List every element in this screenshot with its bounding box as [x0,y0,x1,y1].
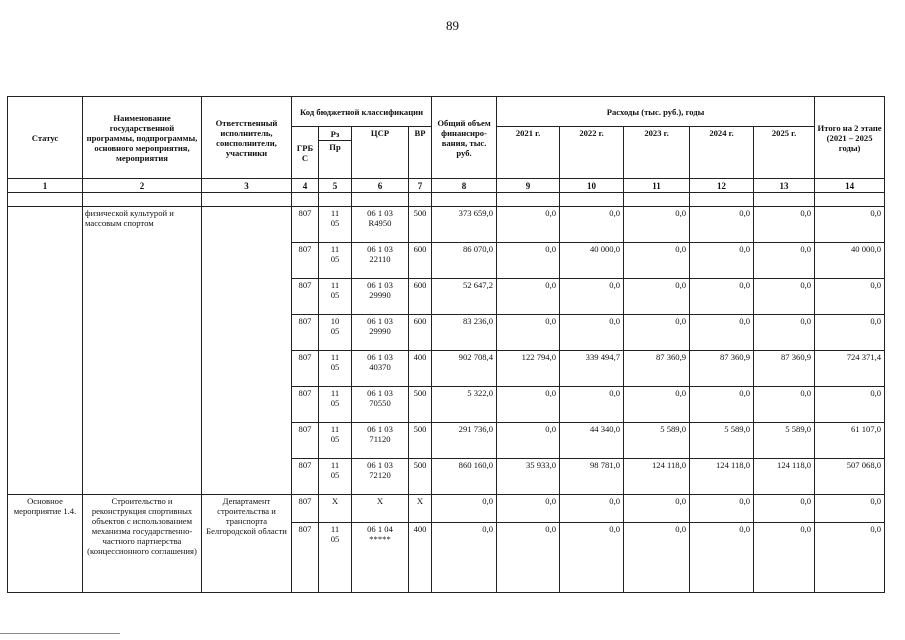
csr-cell [352,387,409,423]
stage-total-cell: 0,0 [815,523,885,593]
year-value-cell: 44 340,0 [560,423,624,459]
total-cell: 860 160,0 [432,459,497,495]
rz-pr-cell [319,423,352,459]
bottom-rule [0,633,120,634]
rz-pr-cell [319,459,352,495]
vr-cell: 500 [409,459,432,495]
year-value-cell: 0,0 [624,387,690,423]
csr-cell-line: 06 1 03 [367,316,393,326]
total-cell: 373 659,0 [432,207,497,243]
csr-cell-line: 06 1 03 [367,208,393,218]
csr-cell-line: 06 1 03 [367,244,393,254]
total-cell: 0,0 [432,523,497,593]
year-value-cell: 5 589,0 [624,423,690,459]
year-value-cell: 0,0 [497,243,560,279]
year-value-cell: 0,0 [560,315,624,351]
rz-pr-cell-line: 05 [330,470,340,480]
rz-pr-cell-line: 10 [330,316,340,326]
rz-pr-cell-line: 05 [330,218,340,228]
year-value-cell: 0,0 [624,207,690,243]
vr-cell: 600 [409,243,432,279]
total-cell: 291 736,0 [432,423,497,459]
col-number: 1 [8,179,83,193]
rz-pr-cell-line: 11 [330,280,340,290]
vr-cell: 600 [409,315,432,351]
year-value-cell: 0,0 [754,279,815,315]
vr-cell: Х [409,495,432,523]
stage-total-cell: 724 371,4 [815,351,885,387]
spacer-cell [352,193,409,207]
spacer-cell [690,193,754,207]
year-value-cell: 98 781,0 [560,459,624,495]
csr-cell-line: 70550 [369,398,391,408]
rz-pr-cell-line: 11 [330,352,340,362]
col-number: 8 [432,179,497,193]
year-value-cell: 124 118,0 [690,459,754,495]
csr-cell [352,351,409,387]
header-pr: Пр [319,141,352,179]
rz-pr-cell-line: 05 [330,534,340,544]
spacer-cell [409,193,432,207]
csr-cell-line: 06 1 03 [367,460,393,470]
year-value-cell: 87 360,9 [624,351,690,387]
csr-cell-line: 06 1 04 [367,524,393,534]
total-cell: 86 070,0 [432,243,497,279]
name-cell: Строительство и реконструкция спортивных объектов с использованием механизма государственно-частного партнерства (концессионного соглашения) [83,495,202,593]
stage-total-cell: 0,0 [815,315,885,351]
rz-pr-cell [319,207,352,243]
year-value-cell: 0,0 [754,315,815,351]
status-cell [8,207,83,495]
vr-cell: 600 [409,279,432,315]
group1-body [8,207,885,495]
year-value-cell: 0,0 [497,279,560,315]
spacer-cell [202,193,292,207]
year-value-cell: 0,0 [754,387,815,423]
total-cell: 902 708,4 [432,351,497,387]
stage-total-cell: 0,0 [815,495,885,523]
rz-pr-cell-line: 05 [330,398,340,408]
col-number: 3 [202,179,292,193]
csr-cell-line: 29990 [369,290,391,300]
group2-body [8,495,885,593]
year-value-cell: 87 360,9 [754,351,815,387]
rz-pr-cell-line: 05 [330,254,340,264]
rz-pr-cell-line: 11 [330,460,340,470]
csr-cell [352,207,409,243]
spacer-cell [83,193,202,207]
grbs-cell: 807 [292,459,319,495]
header-status: Статус [8,97,83,179]
header-executor: Ответственный исполнитель, соисполнители, участники [202,97,292,179]
executor-cell [202,207,292,495]
executor-cell: Департамент строительства и транспорта Белгородской области [202,495,292,593]
year-value-cell: 0,0 [754,523,815,593]
rz-pr-cell-line: 11 [330,244,340,254]
rz-pr-cell [319,387,352,423]
grbs-cell: 807 [292,315,319,351]
year-value-cell: 0,0 [624,315,690,351]
rz-pr-cell-line: 11 [330,388,340,398]
year-value-cell: 0,0 [497,523,560,593]
header-expenses: Расходы (тыс. руб.), годы [497,97,815,127]
year-value-cell: 0,0 [624,279,690,315]
year-value-cell: 124 118,0 [754,459,815,495]
year-value-cell: 35 933,0 [497,459,560,495]
year-value-cell: 0,0 [690,279,754,315]
header-rz: Рз [319,127,352,141]
header-year-2025: 2025 г. [754,127,815,179]
year-value-cell: 0,0 [560,387,624,423]
year-value-cell: 0,0 [754,495,815,523]
csr-cell [352,243,409,279]
rz-pr-cell [319,351,352,387]
col-number: 14 [815,179,885,193]
col-number: 5 [319,179,352,193]
header-year-2023: 2023 г. [624,127,690,179]
csr-cell-line: Х [376,496,384,506]
status-cell: Основное мероприятие 1.4. [8,495,83,593]
col-number: 10 [560,179,624,193]
rz-pr-cell-line: 05 [330,434,340,444]
rz-pr-cell [319,495,352,523]
year-value-cell: 124 118,0 [624,459,690,495]
stage-total-cell: 507 068,0 [815,459,885,495]
name-cell: физической культурой и массовым спортом [83,207,202,495]
year-value-cell: 0,0 [560,523,624,593]
col-number: 9 [497,179,560,193]
header-csr: ЦСР [352,127,409,179]
stage-total-cell: 0,0 [815,279,885,315]
spacer-cell [754,193,815,207]
csr-cell-line: 06 1 03 [367,388,393,398]
header-stage-total: Итого на 2 этапе (2021 – 2025 годы) [815,97,885,179]
rz-pr-cell [319,243,352,279]
year-value-cell: 0,0 [497,423,560,459]
spacer-cell [432,193,497,207]
header-vr: ВР [409,127,432,179]
csr-cell-line: R4950 [368,218,392,228]
stage-total-cell: 0,0 [815,207,885,243]
csr-cell [352,279,409,315]
spacer-cell [497,193,560,207]
header-name: Наименование государственной программы, подпрограммы, основного мероприятия, мероприятия [83,97,202,179]
year-value-cell: 40 000,0 [560,243,624,279]
year-value-cell: 0,0 [624,523,690,593]
total-cell: 83 236,0 [432,315,497,351]
year-value-cell: 0,0 [624,243,690,279]
spacer-cell [815,193,885,207]
csr-cell-line: 22110 [369,254,391,264]
spacer-cell [292,193,319,207]
year-value-cell: 122 794,0 [497,351,560,387]
year-value-cell: 0,0 [497,387,560,423]
csr-cell [352,523,409,593]
rz-pr-cell-line: 11 [330,524,340,534]
page-number: 89 [446,18,459,33]
rz-pr-cell [319,315,352,351]
rz-pr-cell-line: 05 [330,290,340,300]
year-value-cell: 0,0 [754,207,815,243]
csr-cell-line: ***** [369,534,391,544]
col-number: 7 [409,179,432,193]
col-number: 11 [624,179,690,193]
header-total-funding: Общий объем финансиро-вания, тыс. руб. [432,97,497,179]
year-value-cell: 0,0 [754,243,815,279]
grbs-cell: 807 [292,523,319,593]
year-value-cell: 5 589,0 [690,423,754,459]
col-number: 12 [690,179,754,193]
rz-pr-cell-line: 11 [330,208,340,218]
vr-cell: 500 [409,387,432,423]
header-grbs: ГРБ С [292,127,319,179]
rz-pr-cell-line: 05 [330,362,340,372]
header-year-2022: 2022 г. [560,127,624,179]
col-number: 2 [83,179,202,193]
col-number: 4 [292,179,319,193]
header-year-2024: 2024 г. [690,127,754,179]
vr-cell: 500 [409,207,432,243]
year-value-cell: 87 360,9 [690,351,754,387]
spacer-cell [560,193,624,207]
header-budget-code: Код бюджетной классификации [292,97,432,127]
grbs-cell: 807 [292,207,319,243]
rz-pr-cell-line: 05 [330,326,340,336]
grbs-cell: 807 [292,279,319,315]
total-cell: 52 647,2 [432,279,497,315]
col-number: 13 [754,179,815,193]
year-value-cell: 0,0 [690,315,754,351]
year-value-cell: 0,0 [497,495,560,523]
csr-cell-line: 71120 [369,434,391,444]
grbs-cell: 807 [292,351,319,387]
csr-cell-line: 06 1 03 [367,352,393,362]
rz-pr-cell [319,523,352,593]
csr-cell [352,459,409,495]
budget-table [7,96,885,593]
year-value-cell: 0,0 [560,207,624,243]
csr-cell-line: 06 1 03 [367,424,393,434]
year-value-cell: 0,0 [497,315,560,351]
vr-cell: 400 [409,351,432,387]
year-value-cell: 0,0 [690,495,754,523]
year-value-cell: 0,0 [560,279,624,315]
year-value-cell: 0,0 [690,207,754,243]
table-row [8,495,885,523]
grbs-cell: 807 [292,495,319,523]
csr-cell-line: 29990 [369,326,391,336]
grbs-cell: 807 [292,387,319,423]
year-value-cell: 339 494,7 [560,351,624,387]
year-value-cell: 0,0 [690,243,754,279]
year-value-cell: 5 589,0 [754,423,815,459]
col-number: 6 [352,179,409,193]
vr-cell: 500 [409,423,432,459]
total-cell: 0,0 [432,495,497,523]
spacer-cell [319,193,352,207]
year-value-cell: 0,0 [497,207,560,243]
year-value-cell: 0,0 [690,523,754,593]
spacer-cell [624,193,690,207]
csr-cell-line: 72120 [369,470,391,480]
csr-cell [352,315,409,351]
spacer-cell [8,193,83,207]
year-value-cell: 0,0 [690,387,754,423]
rz-pr-cell-line: Х [331,496,339,506]
year-value-cell: 0,0 [624,495,690,523]
grbs-cell: 807 [292,243,319,279]
header-year-2021: 2021 г. [497,127,560,179]
csr-cell-line: 06 1 03 [367,280,393,290]
rz-pr-cell [319,279,352,315]
csr-cell [352,495,409,523]
rz-pr-cell-line: 11 [330,424,340,434]
stage-total-cell: 0,0 [815,387,885,423]
stage-total-cell: 61 107,0 [815,423,885,459]
total-cell: 5 322,0 [432,387,497,423]
year-value-cell: 0,0 [560,495,624,523]
stage-total-cell: 40 000,0 [815,243,885,279]
csr-cell [352,423,409,459]
csr-cell-line: 40370 [369,362,391,372]
vr-cell: 400 [409,523,432,593]
grbs-cell: 807 [292,423,319,459]
table-row [8,207,885,243]
